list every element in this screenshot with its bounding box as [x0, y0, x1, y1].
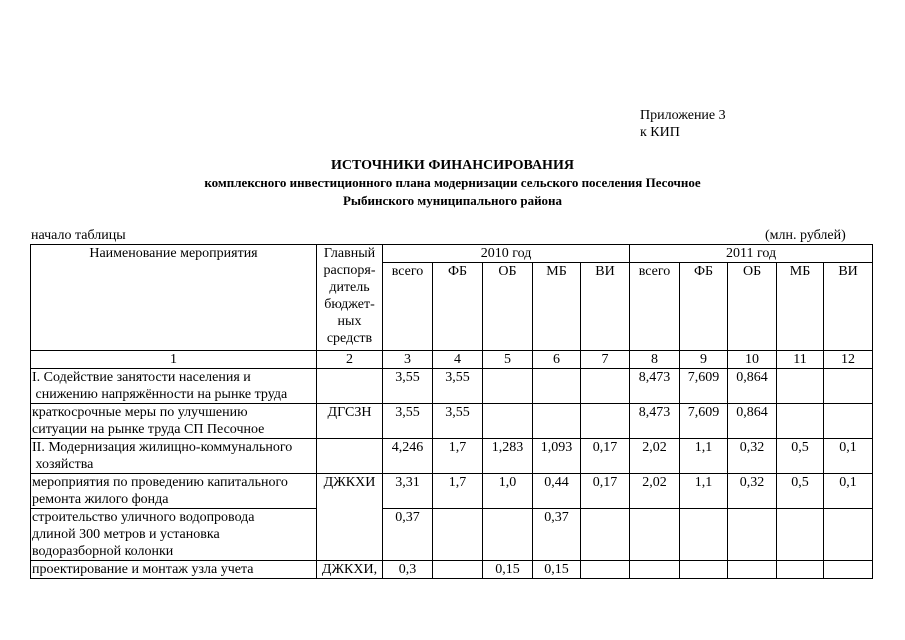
row-value — [777, 561, 824, 579]
row-value: 0,15 — [533, 561, 581, 579]
appendix-line-2: к КИП — [640, 125, 680, 140]
row-value: 0,1 — [824, 439, 873, 474]
col-number: 4 — [433, 351, 483, 369]
row-value: 1,093 — [533, 439, 581, 474]
table-row — [31, 404, 873, 439]
row-value: 3,55 — [433, 369, 483, 404]
row-value: 1,283 — [483, 439, 533, 474]
col-number: 9 — [680, 351, 728, 369]
row-name-line: снижению напряжённости на рынке труда — [32, 387, 288, 402]
row-value: 2,02 — [630, 474, 680, 509]
row-value — [433, 561, 483, 579]
row-value — [433, 509, 483, 561]
row-name-line: краткосрочные меры по улучшению — [32, 405, 248, 420]
header-col: МБ — [533, 263, 581, 351]
col-number: 2 — [317, 351, 383, 369]
table-caption-left: начало таблицы — [31, 228, 126, 243]
row-value: 1,7 — [433, 439, 483, 474]
header-manager — [317, 245, 383, 351]
row-name-line: водоразборной колонки — [32, 544, 174, 559]
table-row — [31, 439, 873, 474]
row-value — [533, 404, 581, 439]
row-value: 1,1 — [680, 474, 728, 509]
title-sub-2: Рыбинского муниципального района — [342, 193, 563, 208]
row-value — [824, 561, 873, 579]
row-name-line: проектирование и монтаж узла учета — [32, 562, 254, 577]
row-name — [31, 561, 317, 579]
row-name-line: хозяйства — [32, 457, 94, 472]
row-value — [824, 509, 873, 561]
row-value: 0,5 — [777, 439, 824, 474]
header-col: МБ — [777, 263, 824, 351]
title-sub-1: комплексного инвестиционного плана модернизации сельского поселения Песочное — [204, 175, 701, 190]
row-value: 2,02 — [630, 439, 680, 474]
row-value: 0,37 — [533, 509, 581, 561]
row-manager: ДЖКХИ, — [317, 561, 383, 579]
title-main: ИСТОЧНИКИ ФИНАНСИРОВАНИЯ — [331, 158, 574, 173]
col-number: 8 — [630, 351, 680, 369]
row-value — [581, 404, 630, 439]
row-name-line: ремонта жилого фонда — [32, 492, 169, 507]
row-value: 1,7 — [433, 474, 483, 509]
header-col: ФБ — [680, 263, 728, 351]
col-number: 12 — [824, 351, 873, 369]
row-value — [824, 369, 873, 404]
header-row-numbers — [31, 351, 873, 369]
row-value — [483, 509, 533, 561]
row-name-line: длиной 300 метров и установка — [32, 527, 220, 542]
header-manager-line: бюджет- — [324, 297, 375, 312]
row-value: 0,864 — [728, 404, 777, 439]
row-name-line: строительство уличного водопровода — [32, 510, 255, 525]
table-row — [31, 369, 873, 404]
row-value: 3,55 — [383, 404, 433, 439]
appendix-line-1: Приложение 3 — [640, 108, 726, 123]
row-value: 3,55 — [433, 404, 483, 439]
row-value — [483, 404, 533, 439]
row-value — [581, 369, 630, 404]
header-col: ОБ — [728, 263, 777, 351]
row-value — [630, 509, 680, 561]
col-number: 6 — [533, 351, 581, 369]
header-year-2010: 2010 год — [383, 245, 630, 263]
appendix-label — [640, 107, 726, 141]
row-name-line: мероприятия по проведению капитального — [32, 475, 288, 490]
row-value — [483, 369, 533, 404]
row-name — [31, 369, 317, 404]
col-number: 3 — [383, 351, 433, 369]
row-value: 0,32 — [728, 474, 777, 509]
header-manager-line: средств — [326, 331, 373, 346]
header-col: всего — [630, 263, 680, 351]
header-col: ВИ — [824, 263, 873, 351]
row-value — [777, 369, 824, 404]
row-value — [581, 561, 630, 579]
row-value — [824, 404, 873, 439]
col-number: 7 — [581, 351, 630, 369]
header-col: ФБ — [433, 263, 483, 351]
col-number: 11 — [777, 351, 824, 369]
row-value: 0,864 — [728, 369, 777, 404]
header-year-2011: 2011 год — [630, 245, 873, 263]
row-value: 7,609 — [680, 369, 728, 404]
row-manager: ДЖКХИ — [317, 474, 383, 561]
row-value: 1,1 — [680, 439, 728, 474]
header-manager-line: распоря- — [323, 263, 376, 278]
row-value: 8,473 — [630, 369, 680, 404]
header-manager-line: дитель — [329, 280, 370, 295]
document-title — [0, 157, 905, 210]
header-col: ОБ — [483, 263, 533, 351]
row-value — [533, 369, 581, 404]
header-row-years — [31, 245, 873, 263]
col-number: 5 — [483, 351, 533, 369]
table-row — [31, 561, 873, 579]
header-manager-line: ных — [337, 314, 362, 329]
col-number: 1 — [31, 351, 317, 369]
row-name — [31, 474, 317, 509]
row-value — [777, 509, 824, 561]
table-row — [31, 509, 873, 561]
row-value: 0,1 — [824, 474, 873, 509]
row-manager: ДГСЗН — [317, 404, 383, 439]
row-value — [680, 561, 728, 579]
row-value: 8,473 — [630, 404, 680, 439]
col-number: 10 — [728, 351, 777, 369]
header-manager-line: Главный — [323, 246, 376, 261]
row-value — [728, 509, 777, 561]
row-value: 7,609 — [680, 404, 728, 439]
row-value: 0,3 — [383, 561, 433, 579]
header-name: Наименование мероприятия — [31, 245, 317, 351]
row-value: 0,17 — [581, 474, 630, 509]
financing-table — [30, 244, 873, 579]
header-col: всего — [383, 263, 433, 351]
table-caption-units: (млн. рублей) — [765, 228, 846, 243]
row-manager — [317, 439, 383, 474]
row-value — [581, 509, 630, 561]
table-row — [31, 474, 873, 509]
row-value: 1,0 — [483, 474, 533, 509]
row-manager — [317, 369, 383, 404]
row-name-line: II. Модернизация жилищно-коммунального — [32, 440, 293, 455]
row-name — [31, 404, 317, 439]
row-value: 0,17 — [581, 439, 630, 474]
header-col: ВИ — [581, 263, 630, 351]
row-value — [728, 561, 777, 579]
row-value: 0,5 — [777, 474, 824, 509]
row-value: 3,31 — [383, 474, 433, 509]
row-value: 0,44 — [533, 474, 581, 509]
row-value: 0,37 — [383, 509, 433, 561]
row-value: 3,55 — [383, 369, 433, 404]
row-name — [31, 509, 317, 561]
row-value — [630, 561, 680, 579]
row-value: 0,15 — [483, 561, 533, 579]
row-value — [777, 404, 824, 439]
row-value: 4,246 — [383, 439, 433, 474]
row-name-line: I. Содействие занятости населения и — [32, 370, 251, 385]
row-name-line: ситуации на рынке труда СП Песочное — [32, 422, 265, 437]
row-value — [680, 509, 728, 561]
row-name — [31, 439, 317, 474]
row-value: 0,32 — [728, 439, 777, 474]
